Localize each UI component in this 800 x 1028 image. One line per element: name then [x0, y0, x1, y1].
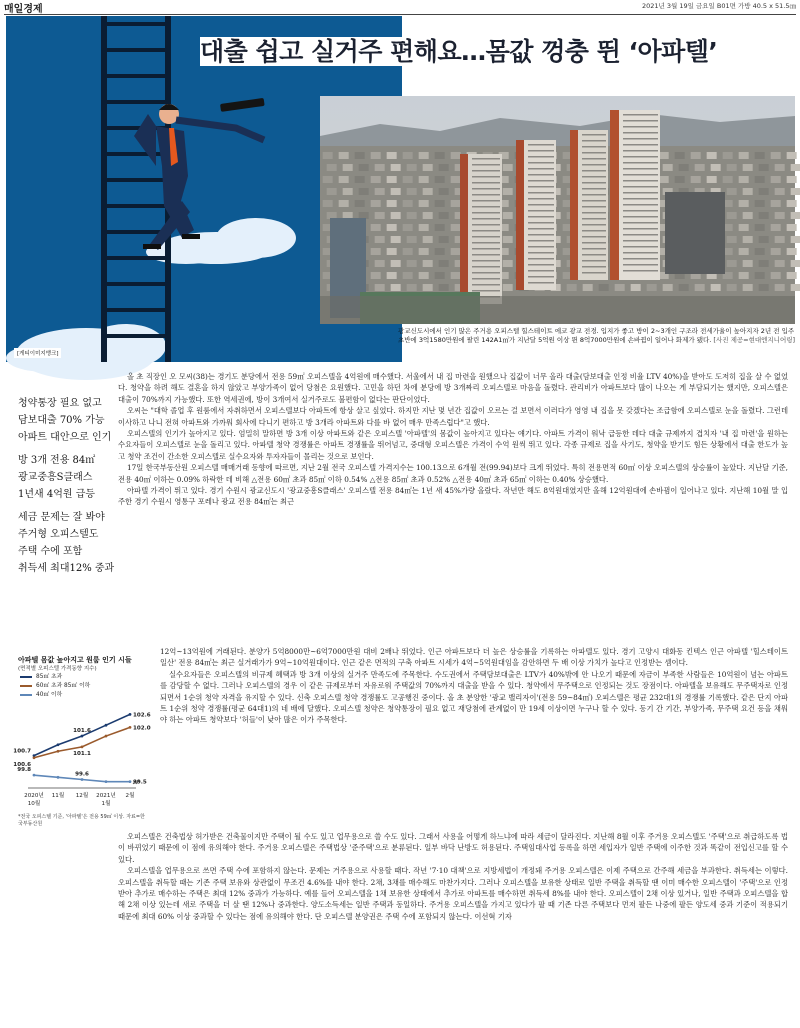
subhead-2: 방 3개 전용 84㎡ 광교중흥S클래스 1년새 4억원 급등	[18, 455, 96, 500]
newspaper-logo: 매일경제	[4, 4, 43, 15]
paragraph: 12억~13억원에 거래된다. 분양가 5억8000만~6억7000만원 대비 2배나 뛰었다. 인근 아파트보다 더 높은 상승률을 기록하는 아파텔도 있다. 경기 고양시 대화동 킨텍스 인근 아파텔 '힐스테이트 일산' 전용 84㎡는 최근 실거래가가 9억~10억원대이다. 인근 같은 면적의 구축 아파트 시세가 4억~5억원대임을 감안하면 두 배 이상 가치가 높다고 인정받는 셈이다.	[160, 647, 788, 668]
data-label: 99.8	[17, 767, 31, 774]
data-label: 102.6	[133, 712, 151, 719]
data-point	[129, 726, 132, 729]
data-point	[81, 778, 84, 781]
chart-note: *전국 오피스텔 기준, '아파텔'은 전용 59㎡ 이상. 자료=한국부동산원	[18, 814, 145, 827]
masthead	[4, 0, 796, 15]
x-tick-label: 10월	[27, 801, 41, 807]
paragraph: 올 초 직장인 오 모씨(38)는 경기도 분당에서 전용 59㎡ 오피스텔을 4억원에 매수했다. 서울에서 내 집 마련을 원했으나 집값이 너무 올라 대출(담보대출 인정 비율 LTV 40%)을 받아도 도저히 집을 살 수 없었다. 청약을 하려 해도 결혼을 하지 않았고 부양가족이 없어 당첨은 요원했다. 고민을 하던 차에 분당에 방 3개짜리 오피스텔로 마음을 돌렸다. 관리비가 아파트보다 많이 나오는 게 부담되기는 했지만, 오피스텔은 대출이 70%까지 가능했다. 또한 역세권에, 방이 3개여서 실거주로도 불편함이 없다는 판단이었다.	[118, 372, 788, 404]
paragraph: 오씨는 "대학 졸업 후 원룸에서 자취하면서 오피스텔보다 아파트에 항상 살고 싶었다. 하지만 지난 몇 년간 집값이 오르는 걸 보면서 이러다가 영영 내 집을 못 갖겠다는 조급함에 오피스텔로 눈을 돌렸다. 그런데 이사하고 나니 전혀 아파트와 가까워 회사에 다니기 편하고 방 3개라 아파트와 다를 바 없어 매우 만족스럽다"고 했다.	[118, 406, 788, 427]
x-tick-label: 2021년	[96, 793, 116, 799]
paragraph: 오피스텔은 건축법상 허가받은 건축물이지만 주택이 될 수도 있고 업무용으로 쓸 수도 있다. 그래서 사용을 어떻게 하느냐에 따라 세금이 달라진다. 지난해 8월 이후 주거용 오피스텔도 '주택'으로 취급하도록 법이 바뀌었기 때문에 이 점에 유의해야 한다. 주거용 오피스텔은 주택법상 '준주택'으로 분류된다. 일부 바닥 난방도 허용된다. 주택임대사업 등록을 하면 세입자가 일반 주택에 이주한 것과 똑같이 전입신고를 할 수 있다.	[118, 832, 788, 864]
legend-swatch	[20, 685, 32, 687]
data-point	[129, 713, 132, 716]
chart-plot	[13, 700, 151, 812]
data-label: 100.7	[13, 748, 31, 755]
data-point	[81, 735, 84, 738]
subhead-3: 세금 문제는 잘 봐야 주거형 오피스텔도 주택 수에 포함 취득세 최대12% 중과	[18, 512, 115, 574]
data-label: 102.0	[133, 725, 151, 732]
subhead-1: 청약통장 필요 없고 담보대출 70% 가능 아파트 대안으로 인기	[18, 398, 112, 443]
apartment-towers-image	[320, 96, 795, 324]
data-label: 101.6	[73, 728, 91, 735]
x-tick-label: 11월	[51, 793, 65, 799]
legend-item: 60㎡ 초과 85㎡ 이하	[20, 682, 146, 691]
article-body-middle	[160, 646, 788, 726]
paragraph: 오피스텔을 업무용으로 쓰면 주택 수에 포함하지 않는다. 문제는 거주용으로 사용할 때다. 작년 '7·10 대책'으로 지방세법이 개정돼 주거용 오피스텔은 이제 주택으로 간주해 세금을 부과한다. 취득세는 이렇다. 오피스텔을 취득할 때는 기존 주택 보유와 상관없이 무조건 4.6%를 내야 한다. 2채, 3채를 매수해도 마찬가지다. 그러나 오피스텔을 보유한 상태로 일반 주택을 취득할 땐 이미 매수한 오피스텔이 '주택'으로 인정받아 추가로 매수하는 주택은 최대 12% 중과가 가능하다. 예를 들어 오피스텔을 1채 보유한 상태에서 추가로 아파트를 매수하면 취득세 8%를 내야 한다. 오피스텔이 2채 이상 있거나, 일반 주택과 오피스텔을 합해 2채 이상 있는데 새로 주택을 더 살 땐 12%나 중과한다. 양도소득세는 일반 주택과 동일하다. 주거용 오피스텔을 가지고 있다가 팔 때 기존 다른 주택보다 먼저 팔든 나중에 팔든 양도세 중과 기준이 적용되기 때문에 최대 60% 이상 중과할 수 있다는 점에 유의해야 한다. 단 오피스텔 분양권은 주택 수에 포함되지 않는다. 이선혁 기자	[118, 866, 788, 921]
paragraph: 실수요자들은 오피스텔의 비규제 혜택과 방 3개 이상의 실거주 만족도에 주목한다. 수도권에서 주택담보대출은 LTV가 40%밖에 안 나오기 때문에 자금이 부족한 사람들은 10억원이 넘는 아파트를 감당할 수 없다. 그러나 오피스텔의 경우 이 같은 규제로부터 자유로워 주택값의 70%까지 대출을 받을 수 있다. 청약에서 무주택으로 인정되는 것도 장점이다. 아파텔을 보유해도 무주택자로 인정되면서 1순위 청약 자격을 유지할 수 있다. 신축 오피스텔 청약 경쟁률도 고공행진 중이다. 올 초 분양한 '광교 밸리자이'(전용 59~84㎡) 오피스텔은 평균 232대1의 경쟁률 기록했다. 같은 단지 아파트 1순위 청약 경쟁률(평균 64대1)의 네 배에 달했다. 오피스텔 청약은 청약통장이 필요 없고 재당첨에 관계없이 만 19세 이상이면 누구나 할 수 있다. 동기 간 기간, 부양가족, 무주택 요건 등을 채워야 하는 아파트 청약보다 '허들'이 낮아 많은 이가 주목한다.	[160, 669, 788, 725]
data-label: 101.1	[73, 750, 91, 757]
data-point	[105, 724, 108, 727]
main-headline: 대출 쉽고 실거주 편해요…몸값 껑충 뛴 ‘아파텔’	[200, 37, 718, 66]
x-tick-label: 2월	[125, 793, 135, 799]
legend-swatch	[20, 676, 32, 678]
paragraph: 아파텔 가격이 뛰고 있다. 경기 수원시 광교신도시 '광교중흥S클래스' 오피스텔 전용 84㎡는 1년 새 45%가량 올랐다. 작년만 해도 8억원대였지만 올해 12억원대에 손바뀜이 일어나고 있다. 지난해 10월 말 입주한 경기 수원시 영통구 포레나 광교 전용 84㎡는 최근	[118, 486, 788, 507]
data-point	[33, 756, 36, 759]
data-label: 99.6	[75, 771, 89, 778]
chart-legend	[20, 673, 146, 700]
chart-title: 아파텔 몸값 높아지고 원룸 인기 시들	[18, 656, 132, 664]
data-point	[81, 746, 84, 749]
price-index-chart	[13, 656, 151, 846]
legend-item: 85㎡ 초과	[20, 673, 146, 682]
data-point	[57, 750, 60, 753]
issue-info: 2021년 3월 19일 금요일 B01면 가방 40.5 x 51.5㎝	[641, 2, 796, 10]
paragraph: 17일 한국부동산원 오피스텔 매매거래 동향에 따르면, 지난 2월 전국 오피스텔 가격지수는 100.13으로 6개월 전(99.94)보다 크게 뛰었다. 특히 전용면적 60㎡ 이상 오피스텔의 상승률이 높았다. 지난달 기준, 전용 40㎡ 이하는 0.09% 하락한 데 비해 △전용 60㎡ 초과 85㎡ 이하 0.54% △전용 85㎡ 초과 0.52% △전용 40㎡ 초과 65㎡ 이하는 0.40% 상승했다.	[118, 463, 788, 484]
article-body-top	[118, 371, 788, 508]
data-label: 100.6	[13, 761, 31, 768]
data-point	[33, 774, 36, 777]
x-tick-label: 12월	[75, 793, 89, 799]
data-point	[57, 743, 60, 746]
legend-item: 40㎡ 이하	[20, 691, 146, 700]
aerial-city-photo	[320, 96, 795, 324]
photo-caption: 광교신도시에서 인기 많은 주거용 오피스텔 힐스테이트 에코 광교 전경. 입지가 좋고 방이 2~3개인 구조라 전세가율이 높아지자 2년 전 입주 초반에 3억1580만원에 팔린 142A1㎡가 지난달 5억원 이상 뛴 8억7000만원에 손바뀜이 일어나 화제가 됐다. [사진 제공=현대엔지니어링]	[398, 327, 796, 344]
data-point	[129, 780, 132, 783]
x-tick-label: 2020년	[24, 793, 44, 799]
legend-swatch	[20, 694, 32, 696]
photo-credit: [사진 제공=현대엔지니어링]	[713, 336, 796, 344]
chart-subtitle: (면적별 오피스텔 가격동향 지수)	[18, 666, 97, 672]
article-body-bottom	[118, 831, 788, 922]
data-point	[105, 735, 108, 738]
illustration-credit: [게티이미지뱅크]	[14, 348, 61, 358]
x-tick-label: 1월	[101, 801, 111, 807]
data-point	[57, 776, 60, 779]
data-label: 99.5	[133, 779, 147, 786]
data-point	[105, 780, 108, 783]
paragraph: 오피스텔의 인기가 높아지고 있다. 엄밀히 말하면 방 3개 이상 아파트와 같은 오피스텔 '아파텔'의 몸값이 높아지고 있다는 얘기다. 아파트 가격이 워낙 급등한 데다 대출 규제까지 겹치자 '내 집 마련'을 원하는 수요자들이 오피스텔로 눈을 돌리고 있다. 아파텔 청약 경쟁률은 아파트 경쟁률을 뛰어넘고, 중대형 오피스텔은 가격이 수억 원씩 뛰고 있다. 각종 규제로 집을 사기도, 청약을 받기도 힘든 상황에서 대출 한도가 높고 청약 조건이 간소한 오피스텔로 실수요자와 투자자들이 몰리는 것으로 보인다.	[118, 429, 788, 461]
